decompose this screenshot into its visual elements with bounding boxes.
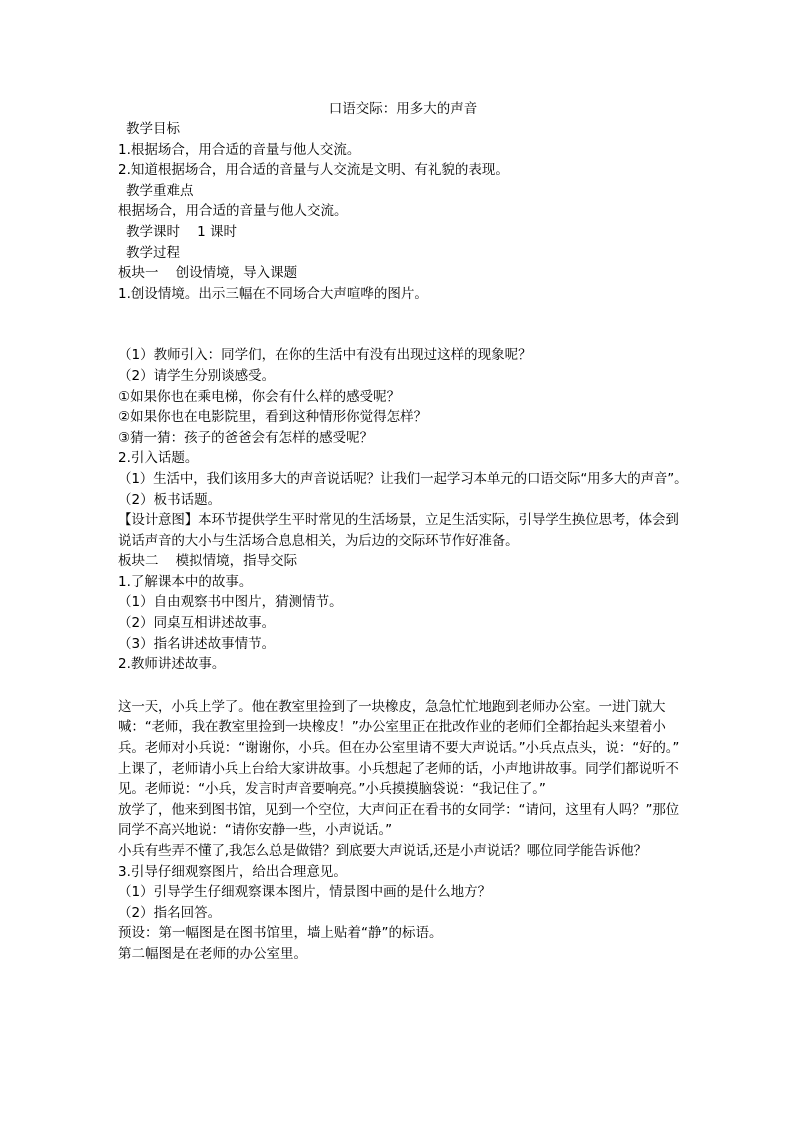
section-1-heading: 板块一 创设情境，导入课题 bbox=[118, 265, 298, 282]
key-point: 根据场合，用合适的音量与他人交流。 bbox=[118, 203, 348, 220]
goal-2: 2.知道根据场合，用合适的音量与人交流是文明、有礼貌的表现。 bbox=[118, 162, 509, 179]
step-observe-pictures: 3.引导仔细观察图片，给出合理意见。 bbox=[118, 863, 347, 880]
question-2: ②如果你也在电影院里，看到这种情形你觉得怎样？ bbox=[118, 409, 428, 426]
substep-1: （1）自由观察书中图片，猜测情节。 bbox=[118, 594, 343, 611]
heading-class-hours: 教学课时 1 课时 bbox=[126, 223, 238, 240]
guide-observe: （1）引导学生仔细观察课本图片，情景图中画的是什么地方？ bbox=[118, 884, 492, 901]
board-topic: （2）板书话题。 bbox=[118, 491, 222, 508]
question-3: ③猜一猜：孩子的爸爸会有怎样的感受呢？ bbox=[118, 429, 374, 446]
story-paragraph-4: 小兵有些弄不懂了,我怎么总是做错？到底要大声说话,还是小声说话？哪位同学能告诉他？ bbox=[118, 843, 647, 859]
design-intent-paragraph: 【设计意图】本环节提供学生平时常见的生活场景，立足生活实际，引导学生换位思考，体会到说话声音的大小与生活场合息息相关，为后边的交际环节作好准备。 bbox=[118, 512, 679, 549]
heading-key-points: 教学重难点 bbox=[126, 182, 194, 199]
topic-paragraph: （1）生活中，我们该用多大的声音说话呢？让我们一起学习本单元的口语交际“用多大的声音”。 bbox=[118, 470, 688, 487]
story-paragraph-3: 放学了，他来到图书馆，见到一个空位，大声问正在看书的女同学：“请问，这里有人吗？”那位同学不高兴地说：“请你安静一些，小声说话。” bbox=[118, 801, 680, 839]
step-understand-story: 1.了解课本中的故事。 bbox=[118, 573, 253, 590]
step-tell-story: 2.教师讲述故事。 bbox=[118, 656, 226, 673]
step-introduce-topic: 2.引入话题。 bbox=[118, 450, 199, 467]
section-2-heading: 板块二 模拟情境，指导交际 bbox=[118, 553, 298, 570]
blank-line bbox=[118, 675, 688, 697]
lesson-title: 口语交际：用多大的声音 bbox=[328, 101, 478, 117]
substep-3: （3）指名讲述故事情节。 bbox=[118, 635, 276, 652]
preset-answer-2: 第二幅图是在老师的办公室里。 bbox=[118, 945, 307, 962]
heading-teaching-process: 教学过程 bbox=[126, 244, 180, 261]
substep-2: （2）同桌互相讲述故事。 bbox=[118, 615, 276, 632]
step-create-situation: 1.创设情境。出示三幅在不同场合大声喧哗的图片。 bbox=[118, 285, 428, 302]
question-1: ①如果你也在乘电梯，你会有什么样的感受呢？ bbox=[118, 388, 401, 405]
teacher-intro: （1）教师引入：同学们，在你的生活中有没有出现过这样的现象呢？ bbox=[118, 347, 532, 364]
story-paragraph-2: 上课了，老师请小兵上台给大家讲故事。小兵想起了老师的话，小声地讲故事。同学们都说听不见。老师说：“小兵，发言时声音要响亮。”小兵摸摸脑袋说：“我记住了。” bbox=[118, 760, 679, 798]
story-paragraph-1: 这一天，小兵上学了。他在教室里捡到了一块橡皮，急急忙忙地跑到老师办公室。一进门就大喊：“老师，我在教室里捡到一块橡皮！”办公室里正在批改作业的老师们全都抬起头来望着小兵。老师对小兵说：“谢谢你，小兵。但在办公室里请不要大声说话。”小兵点点头，说：“好的。” bbox=[118, 698, 680, 757]
heading-teaching-goals: 教学目标 bbox=[126, 121, 180, 137]
preset-answer-1: 预设：第一幅图是在图书馆里，墙上贴着“静”的标语。 bbox=[118, 925, 443, 942]
call-answer: （2）指名回答。 bbox=[118, 904, 222, 921]
document-page bbox=[118, 99, 688, 965]
goal-1: 1.根据场合，用合适的音量与他人交流。 bbox=[118, 141, 361, 158]
students-share: （2）请学生分别谈感受。 bbox=[118, 367, 276, 384]
image-placeholder-gap bbox=[118, 304, 688, 345]
